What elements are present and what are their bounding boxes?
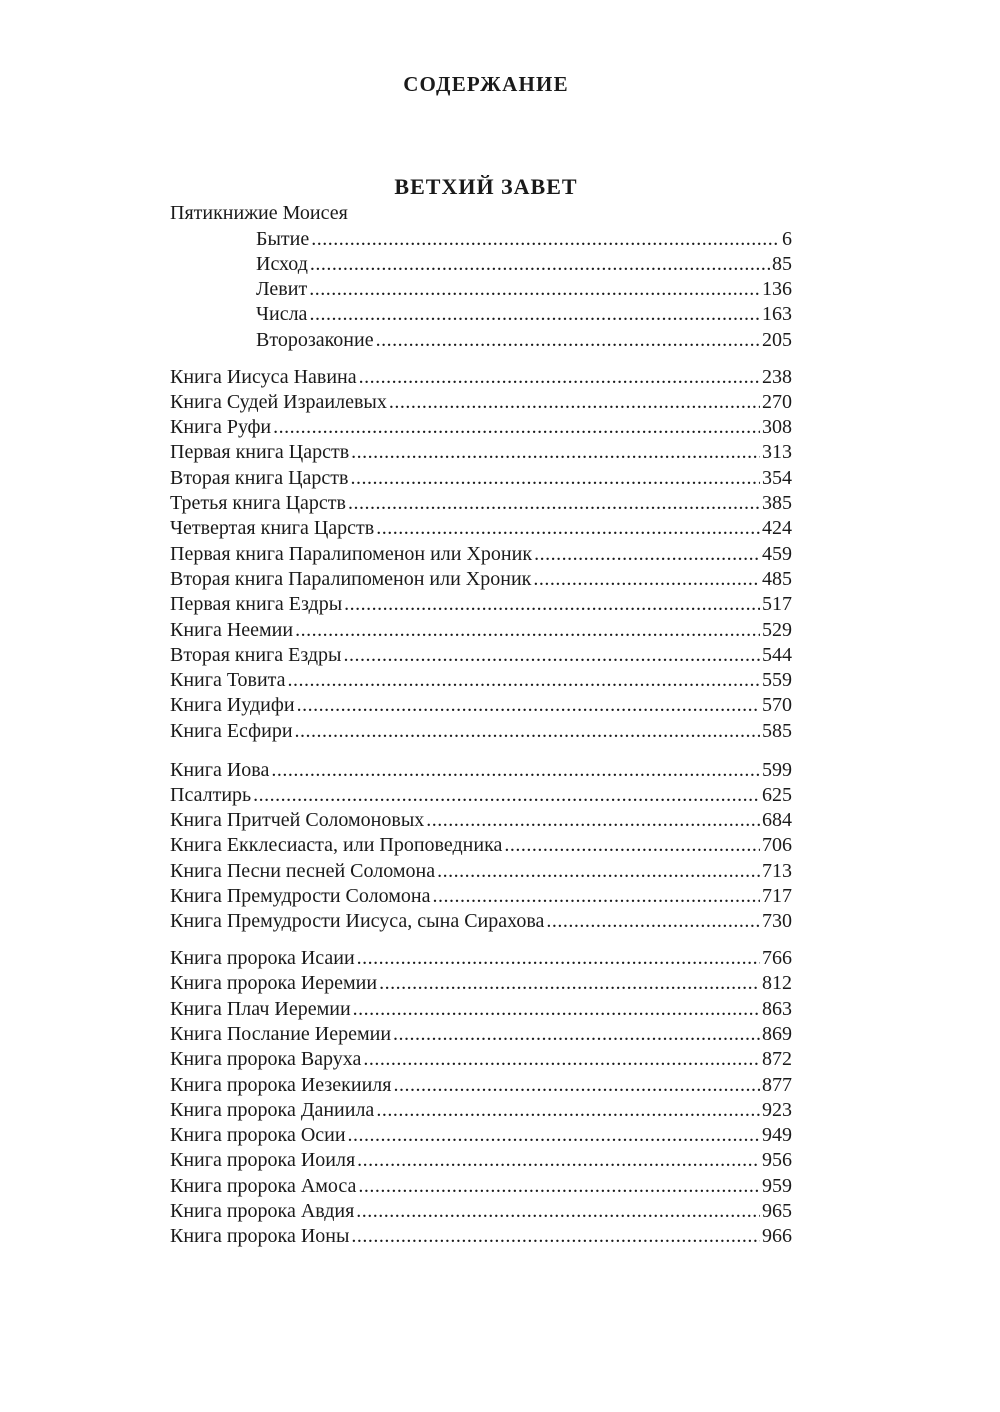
dot-leader: [393, 1022, 760, 1047]
toc-entry-title: Книга пророка Ионы: [170, 1225, 350, 1248]
toc-entry-title: Книга пророка Амоса: [170, 1174, 357, 1197]
toc-entry[interactable]: [170, 618, 792, 643]
toc-entry[interactable]: [256, 302, 792, 327]
dot-leader: [356, 1199, 760, 1224]
toc-entry-page: 485: [762, 567, 792, 590]
toc-entry-title: Вторая книга Ездры: [170, 643, 342, 666]
toc-entry[interactable]: [170, 365, 792, 390]
toc-entry-title: Третья книга Царств: [170, 492, 346, 514]
dot-leader: [376, 328, 760, 353]
toc-entry-page: 965: [762, 1200, 792, 1222]
toc-entry[interactable]: [170, 1174, 792, 1199]
toc-entry-title: Первая книга Ездры: [170, 593, 343, 616]
toc-entry-page: 517: [762, 593, 792, 616]
toc-entry-title: Четвертая книга Царств: [170, 517, 375, 540]
dot-leader: [348, 491, 760, 516]
toc-entry[interactable]: [170, 592, 792, 617]
dot-leader: [376, 1098, 760, 1123]
toc-entry-title: Книга Послание Иеремии: [170, 1022, 392, 1045]
toc-entry[interactable]: [170, 516, 792, 541]
toc-entry-title: Числа: [256, 303, 308, 326]
dot-leader: [534, 542, 760, 567]
toc-entry-page: 313: [762, 441, 792, 464]
toc-entry[interactable]: [170, 567, 792, 592]
dot-leader: [343, 643, 760, 668]
toc-entry-page: 625: [762, 783, 792, 806]
toc-entry-title: Книга Премудрости Соломона: [170, 885, 431, 907]
toc-entry-page: 529: [762, 618, 792, 641]
toc-entry[interactable]: [170, 719, 792, 744]
dot-leader: [504, 833, 760, 858]
toc-entry-page: 459: [762, 542, 792, 565]
toc-entry-title: Книга Екклесиаста, или Проповедника: [170, 834, 503, 857]
toc-entry-title: Первая книга Царств: [170, 441, 350, 464]
toc-entry-title: Книга Судей Израилевых: [170, 390, 387, 413]
dot-leader: [351, 440, 760, 465]
dot-leader: [295, 618, 760, 643]
toc-entry[interactable]: [170, 390, 792, 415]
dot-leader: [309, 302, 760, 327]
toc-entry-page: 585: [762, 719, 792, 742]
toc-entry-title: Книга пророка Иоиля: [170, 1149, 356, 1172]
toc-entry-title: Книга Неемии: [170, 618, 294, 641]
dot-leader: [358, 1174, 760, 1199]
toc-entry-page: 136: [762, 278, 792, 301]
toc-entry-title: Книга пророка Авдия: [170, 1200, 355, 1222]
dot-leader: [309, 277, 760, 302]
toc-entry-page: 966: [762, 1225, 792, 1248]
toc-entry-page: 684: [762, 809, 792, 832]
toc-entry-title: Книга пророка Варуха: [170, 1048, 362, 1071]
toc-entry-page: 713: [762, 859, 792, 882]
dot-leader: [359, 365, 760, 390]
dot-leader: [426, 808, 760, 833]
toc-entry-title: Левит: [256, 278, 308, 301]
toc-entry-page: 956: [762, 1149, 792, 1172]
toc-entry-title: Книга пророка Даниила: [170, 1098, 375, 1121]
toc-entry[interactable]: [256, 328, 792, 353]
toc-entry-title: Книга Иудифи: [170, 694, 295, 717]
dot-leader: [348, 1123, 760, 1148]
dot-leader: [295, 719, 760, 744]
toc-entry-page: 308: [762, 416, 792, 439]
dot-leader: [297, 693, 760, 718]
toc-entry-title: Книга пророка Иеремии: [170, 972, 378, 995]
toc-entry[interactable]: [170, 909, 792, 934]
toc-entry-title: Книга Товита: [170, 669, 286, 692]
dot-leader: [432, 884, 760, 909]
toc-entry[interactable]: [170, 1022, 792, 1047]
toc-entry[interactable]: [170, 1123, 792, 1148]
dot-leader: [310, 252, 770, 277]
toc-entry-page: 385: [762, 492, 792, 514]
toc-entry-title: Книга пророка Осии: [170, 1124, 346, 1147]
toc-entry-title: Книга пророка Иезекииля: [170, 1073, 392, 1096]
toc-entry-page: 559: [762, 669, 792, 692]
toc-entry-title: Книга Руфи: [170, 416, 272, 439]
toc-entry-page: 923: [762, 1098, 792, 1121]
toc-entry-page: 766: [762, 947, 792, 969]
toc-entry-page: 6: [782, 227, 792, 250]
dot-leader: [253, 783, 760, 808]
dot-leader: [357, 946, 760, 971]
toc-entry-page: 354: [762, 466, 792, 489]
dot-leader: [288, 668, 760, 693]
dot-leader: [437, 859, 760, 884]
dot-leader: [353, 997, 760, 1022]
toc-entry[interactable]: [256, 252, 792, 277]
toc-entry[interactable]: [170, 491, 792, 516]
toc-entry-title: Вторая книга Паралипоменон или Хроник: [170, 567, 532, 590]
page-title: СОДЕРЖАНИЕ: [403, 72, 569, 96]
toc-entry-title: Вторая книга Царств: [170, 466, 349, 489]
toc-entry[interactable]: [170, 1199, 792, 1224]
toc-entry[interactable]: [170, 440, 792, 465]
toc-entry[interactable]: [170, 808, 792, 833]
toc-entry-page: 877: [762, 1073, 792, 1096]
toc-entry[interactable]: [170, 643, 792, 668]
toc-entry-page: 872: [762, 1048, 792, 1071]
toc-entry-page: 238: [762, 365, 792, 388]
dot-leader: [350, 466, 760, 491]
toc-entry[interactable]: [170, 1148, 792, 1173]
dot-leader: [363, 1047, 760, 1072]
toc-entry-page: 424: [762, 517, 792, 540]
toc-entry[interactable]: [170, 859, 792, 884]
dot-leader: [379, 971, 760, 996]
toc-entry[interactable]: [170, 971, 792, 996]
section-title: ВЕТХИЙ ЗАВЕТ: [394, 174, 578, 199]
toc-entry[interactable]: [170, 1098, 792, 1123]
toc-entry[interactable]: [170, 415, 792, 440]
dot-leader: [389, 390, 760, 415]
toc-entry-title: Книга Плач Иеремии: [170, 997, 351, 1020]
toc-entry-page: 163: [762, 303, 792, 326]
dot-leader: [393, 1073, 760, 1098]
toc-entry-title: Книга Песни песней Соломона: [170, 859, 436, 882]
toc-entry[interactable]: [170, 1073, 792, 1098]
toc-entry-title: Книга Иова: [170, 758, 270, 781]
toc-entry-title: Книга пророка Исаии: [170, 947, 355, 969]
toc-entry[interactable]: [170, 758, 792, 783]
toc-entry-title: Первая книга Паралипоменон или Хроник: [170, 542, 533, 565]
toc-entry[interactable]: [170, 693, 792, 718]
toc-entry-page: 544: [762, 643, 792, 666]
dot-leader: [311, 227, 780, 252]
toc-entry[interactable]: [170, 1224, 792, 1249]
toc-entry[interactable]: [170, 1047, 792, 1072]
toc-entry[interactable]: [170, 884, 792, 909]
toc-entry-page: 730: [762, 910, 792, 933]
toc-entry[interactable]: [170, 542, 792, 567]
toc-entry[interactable]: [170, 668, 792, 693]
toc-entry[interactable]: [170, 466, 792, 491]
dot-leader: [376, 516, 760, 541]
toc-entry-title: Книга Притчей Соломоновых: [170, 809, 425, 832]
toc-entry-page: 717: [762, 885, 792, 907]
toc-entry-title: Книга Премудрости Иисуса, сына Сирахова: [170, 910, 545, 933]
dot-leader: [546, 909, 760, 934]
toc-entry-page: 869: [762, 1022, 792, 1045]
dot-leader: [271, 758, 760, 783]
toc-entry-title: Второзаконие: [256, 328, 374, 351]
dot-leader: [533, 567, 760, 592]
dot-leader: [351, 1224, 760, 1249]
toc-entry-page: 85: [772, 252, 792, 275]
toc-entry-page: 959: [762, 1174, 792, 1197]
toc-entry-page: 863: [762, 997, 792, 1020]
toc-entry[interactable]: [170, 946, 792, 971]
dot-leader: [357, 1148, 760, 1173]
toc-entry[interactable]: [170, 783, 792, 808]
toc-entry-title: Исход: [256, 252, 308, 275]
toc-entry-page: 949: [762, 1124, 792, 1147]
group-label: Пятикнижие Моисея: [170, 202, 348, 224]
toc-entry-title: Книга Иисуса Навина: [170, 365, 357, 388]
toc-entry-title: Псалтирь: [170, 783, 252, 806]
toc-entry-page: 706: [762, 834, 792, 857]
toc-entry[interactable]: [170, 997, 792, 1022]
toc-entry[interactable]: [170, 833, 792, 858]
toc-entry[interactable]: [256, 277, 792, 302]
dot-leader: [273, 415, 760, 440]
toc-entry-page: 205: [762, 328, 792, 351]
dot-leader: [344, 592, 760, 617]
toc-entry-page: 570: [762, 694, 792, 717]
toc-entry-page: 270: [762, 390, 792, 413]
toc-entry-title: Книга Есфири: [170, 719, 293, 742]
toc-entry-title: Бытие: [256, 227, 310, 250]
toc-entry-page: 812: [762, 972, 792, 995]
toc-entry-page: 599: [762, 758, 792, 781]
toc-entry[interactable]: [256, 227, 792, 252]
